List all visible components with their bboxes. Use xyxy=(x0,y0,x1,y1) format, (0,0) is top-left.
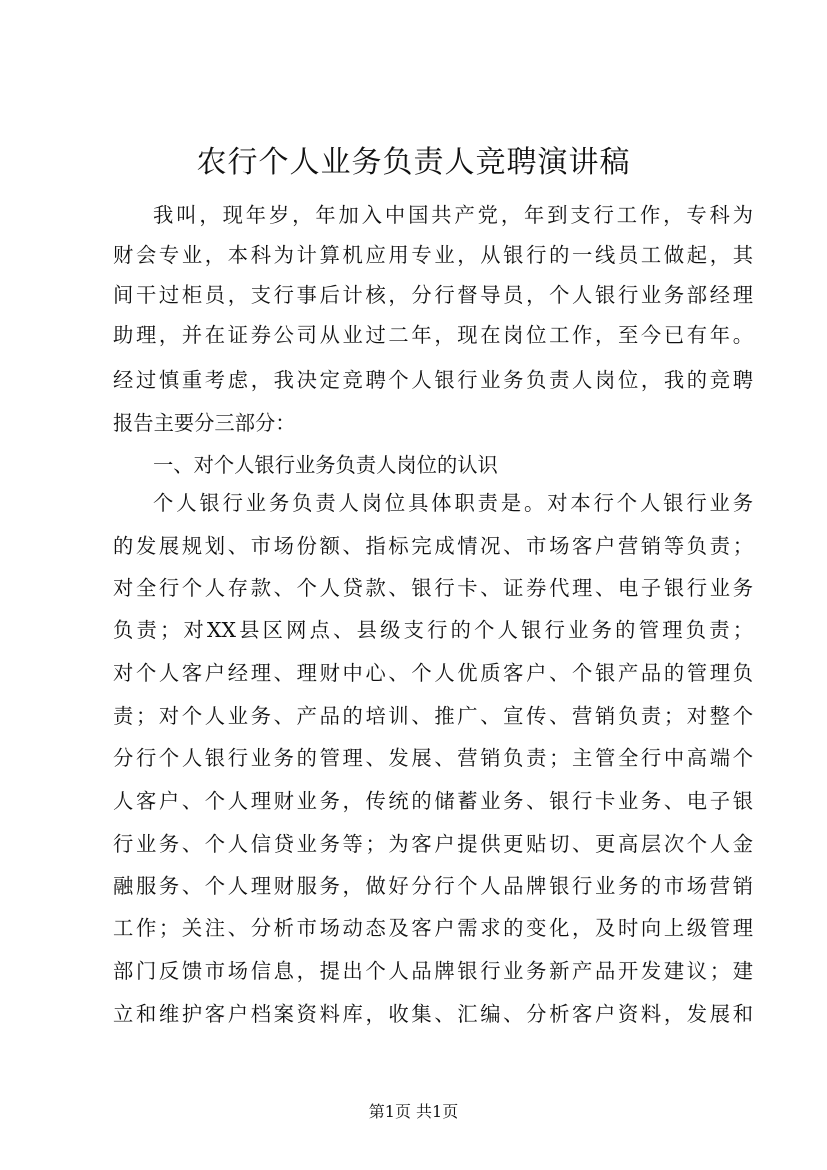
paragraph-line: 负责；对XX县区网点、县级支行的个人银行业务的管理负责； xyxy=(113,618,753,642)
paragraph-line: 我叫，现年岁，年加入中国共产党，年到支行工作，专科为 xyxy=(153,203,753,227)
paragraph-line: 人客户、个人理财业务，传统的储蓄业务、银行卡业务、电子银 xyxy=(113,789,753,813)
paragraph-line: 行业务、个人信贷业务等；为客户提供更贴切、更高层次个人金 xyxy=(113,832,753,856)
paragraph-line: 助理，并在证券公司从业过二年，现在岗位工作，至今已有年。 xyxy=(113,323,753,347)
page-footer: 第1页 共1页 xyxy=(368,1102,459,1121)
paragraph-line: 财会专业，本科为计算机应用专业，从银行的一线员工做起，其 xyxy=(113,243,753,267)
paragraph-line: 工作；关注、分析市场动态及客户需求的变化，及时向上级管理 xyxy=(113,916,753,940)
paragraph-line: 经过慎重考虑，我决定竞聘个人银行业务负责人岗位，我的竞聘 xyxy=(113,368,753,392)
paragraph-line: 融服务、个人理财服务，做好分行个人品牌银行业务的市场营销 xyxy=(113,874,753,898)
paragraph-line: 对个人客户经理、理财中心、个人优质客户、个银产品的管理负 xyxy=(113,661,753,685)
paragraph-line: 的发展规划、市场份额、指标完成情况、市场客户营销等负责； xyxy=(113,534,753,558)
paragraph-line: 分行个人银行业务的管理、发展、营销负责；主管全行中高端个 xyxy=(113,746,753,770)
paragraph-line: 间干过柜员，支行事后计核，分行督导员，个人银行业务部经理 xyxy=(113,283,753,307)
paragraph-line: 部门反馈市场信息，提出个人品牌银行业务新产品开发建议；建 xyxy=(113,959,753,983)
paragraph-line: 责；对个人业务、产品的培训、推广、宣传、营销负责；对整个 xyxy=(113,704,753,728)
paragraph-line: 个人银行业务负责人岗位具体职责是。对本行个人银行业务 xyxy=(153,491,753,515)
paragraph-line: 立和维护客户档案资料库，收集、汇编、分析客户资料，发展和 xyxy=(113,1002,753,1026)
document-title: 农行个人业务负责人竞聘演讲稿 xyxy=(196,145,631,180)
section-heading: 一、对个人银行业务负责人岗位的认识 xyxy=(153,453,498,477)
paragraph-line: 对全行个人存款、个人贷款、银行卡、证券代理、电子银行业务 xyxy=(113,576,753,600)
paragraph-line: 报告主要分三部分： xyxy=(113,411,296,435)
